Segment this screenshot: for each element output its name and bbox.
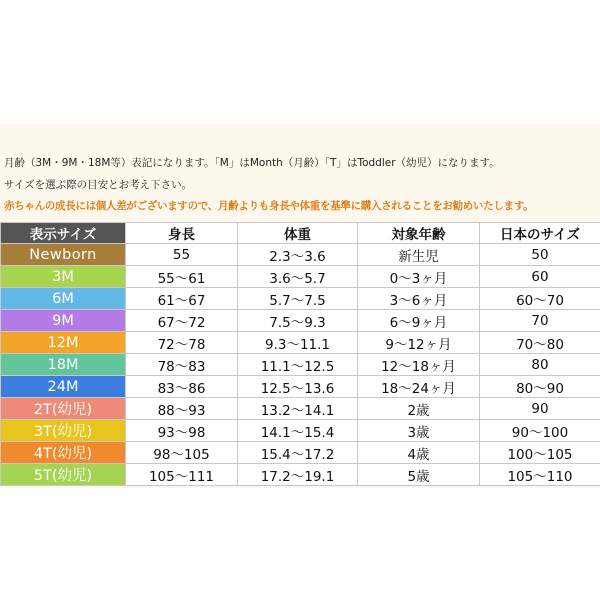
age-cell: 4歳 — [358, 442, 480, 464]
age-cell: 3歳 — [358, 420, 480, 442]
table-row — [1, 464, 600, 486]
height-cell: 61〜67 — [126, 288, 238, 310]
table-row — [1, 266, 600, 288]
table-row — [1, 332, 600, 354]
age-cell: 12〜18ヶ月 — [358, 354, 480, 376]
height-cell: 67〜72 — [126, 310, 238, 332]
table-row — [1, 244, 600, 266]
height-cell: 93〜98 — [126, 420, 238, 442]
size-label-cell: 3M — [1, 266, 126, 288]
size-table — [0, 222, 600, 486]
age-cell: 9〜12ヶ月 — [358, 332, 480, 354]
age-cell: 18〜24ヶ月 — [358, 376, 480, 398]
weight-cell: 11.1〜12.5 — [238, 354, 358, 376]
weight-cell: 3.6〜5.7 — [238, 266, 358, 288]
japan-size-cell: 50 — [480, 244, 600, 266]
note-size-guideline: サイズを選ぶ際の目安とお考え下さい。 — [4, 179, 193, 191]
age-cell: 5歳 — [358, 464, 480, 486]
height-cell: 55 — [126, 244, 238, 266]
size-label-cell: 3T(幼児) — [1, 420, 126, 442]
weight-cell: 13.2〜14.1 — [238, 398, 358, 420]
weight-cell: 17.2〜19.1 — [238, 464, 358, 486]
height-cell: 55〜61 — [126, 266, 238, 288]
size-label-cell: 2T(幼児) — [1, 398, 126, 420]
note-purchase-advice: 赤ちゃんの成長には個人差がございますので、月齢よりも身長や体重を基準に購入されることをお勧めいたします。 — [4, 200, 534, 212]
header-weight: 体重 — [238, 223, 358, 244]
table-row — [1, 354, 600, 376]
japan-size-cell: 105〜110 — [480, 464, 600, 486]
size-label-cell: 6M — [1, 288, 126, 310]
header-display-size: 表示サイズ — [1, 223, 126, 244]
size-label-cell: 24M — [1, 376, 126, 398]
table-row — [1, 310, 600, 332]
size-guide-panel — [0, 124, 600, 488]
height-cell: 105〜111 — [126, 464, 238, 486]
age-cell: 2歳 — [358, 398, 480, 420]
japan-size-cell: 60 — [480, 266, 600, 288]
table-row — [1, 288, 600, 310]
weight-cell: 7.5〜9.3 — [238, 310, 358, 332]
table-row — [1, 442, 600, 464]
height-cell: 83〜86 — [126, 376, 238, 398]
note-month-notation: 月齢（3M・9M・18M等）表記になります。「M」はMonth（月齢）「T」はToddler（幼児）になります。 — [4, 157, 500, 169]
weight-cell: 15.4〜17.2 — [238, 442, 358, 464]
weight-cell: 14.1〜15.4 — [238, 420, 358, 442]
size-label-cell: 9M — [1, 310, 126, 332]
weight-cell: 2.3〜3.6 — [238, 244, 358, 266]
age-cell: 3〜6ヶ月 — [358, 288, 480, 310]
height-cell: 72〜78 — [126, 332, 238, 354]
age-cell: 6〜9ヶ月 — [358, 310, 480, 332]
age-cell: 0〜3ヶ月 — [358, 266, 480, 288]
japan-size-cell: 60〜70 — [480, 288, 600, 310]
weight-cell: 9.3〜11.1 — [238, 332, 358, 354]
table-row — [1, 398, 600, 420]
japan-size-cell: 100〜105 — [480, 442, 600, 464]
japan-size-cell: 70〜80 — [480, 332, 600, 354]
height-cell: 88〜93 — [126, 398, 238, 420]
age-cell: 新生児 — [358, 244, 480, 266]
size-label-cell: 4T(幼児) — [1, 442, 126, 464]
table-row — [1, 420, 600, 442]
table-row — [1, 376, 600, 398]
weight-cell: 12.5〜13.6 — [238, 376, 358, 398]
header-japan-size: 日本のサイズ — [480, 223, 600, 244]
japan-size-cell: 80 — [480, 354, 600, 376]
height-cell: 98〜105 — [126, 442, 238, 464]
header-height: 身長 — [126, 223, 238, 244]
table-body — [1, 244, 600, 486]
size-label-cell: 5T(幼児) — [1, 464, 126, 486]
japan-size-cell: 80〜90 — [480, 376, 600, 398]
height-cell: 78〜83 — [126, 354, 238, 376]
size-label-cell: 18M — [1, 354, 126, 376]
weight-cell: 5.7〜7.5 — [238, 288, 358, 310]
japan-size-cell: 90〜100 — [480, 420, 600, 442]
size-label-cell: 12M — [1, 332, 126, 354]
japan-size-cell: 70 — [480, 310, 600, 332]
size-label-cell: Newborn — [1, 244, 126, 266]
header-target-age: 対象年齢 — [358, 223, 480, 244]
table-header-row — [1, 223, 600, 244]
japan-size-cell: 90 — [480, 398, 600, 420]
